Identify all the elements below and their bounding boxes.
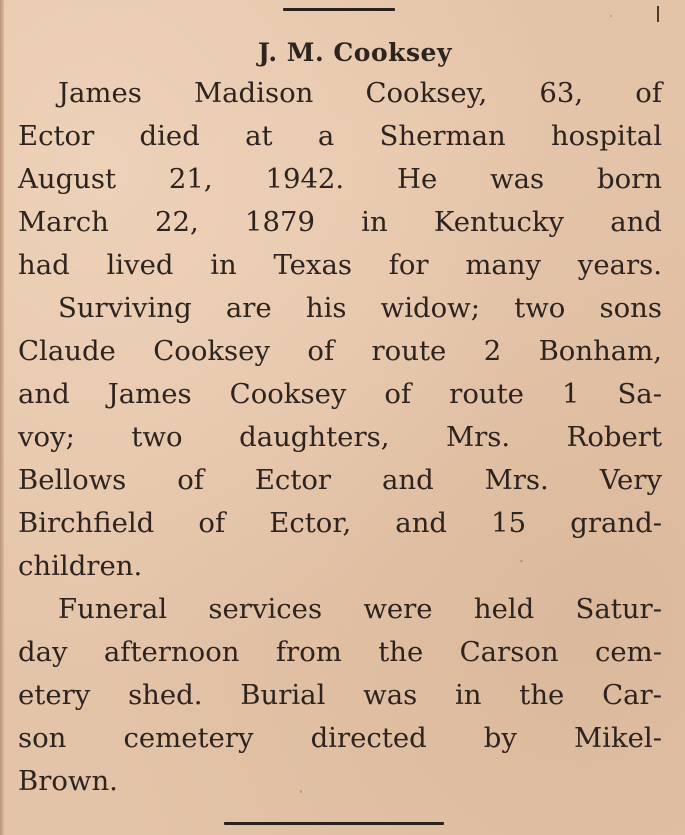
corner-mark bbox=[657, 6, 659, 22]
text-line: Brown. bbox=[18, 765, 118, 797]
text-line: etery shed. Burial was in the Car- bbox=[18, 679, 662, 711]
text-line: James Madison Cooksey, 63, of bbox=[58, 77, 662, 109]
article-paragraph bbox=[18, 287, 662, 588]
text-line: August 21, 1942. He was born bbox=[18, 163, 662, 195]
article-paragraph bbox=[18, 72, 662, 287]
text-line: March 22, 1879 in Kentucky and bbox=[18, 206, 662, 238]
text-line: Ector died at a Sherman hospital bbox=[18, 120, 662, 152]
text-line: Bellows of Ector and Mrs. Very bbox=[18, 464, 662, 496]
text-line: had lived in Texas for many years. bbox=[18, 249, 662, 281]
obituary-article bbox=[18, 36, 662, 803]
bottom-rule bbox=[224, 822, 444, 825]
top-rule bbox=[283, 8, 395, 11]
paper-speck bbox=[610, 15, 612, 17]
text-line: children. bbox=[18, 550, 143, 582]
text-line: day afternoon from the Carson cem- bbox=[18, 636, 662, 668]
text-line: Claude Cooksey of route 2 Bonham, bbox=[18, 335, 662, 367]
text-line: Surviving are his widow; two sons bbox=[58, 292, 662, 324]
text-line: Funeral services were held Satur- bbox=[58, 593, 662, 625]
text-line: and James Cooksey of route 1 Sa- bbox=[18, 378, 662, 410]
text-line: Birchfield of Ector, and 15 grand- bbox=[18, 507, 662, 539]
text-line: voy; two daughters, Mrs. Robert bbox=[18, 421, 662, 453]
article-headline: J. M. Cooksey bbox=[258, 38, 452, 67]
article-paragraph bbox=[18, 588, 662, 803]
clipping-left-edge bbox=[0, 0, 4, 835]
text-line: son cemetery directed by Mikel- bbox=[18, 722, 662, 754]
